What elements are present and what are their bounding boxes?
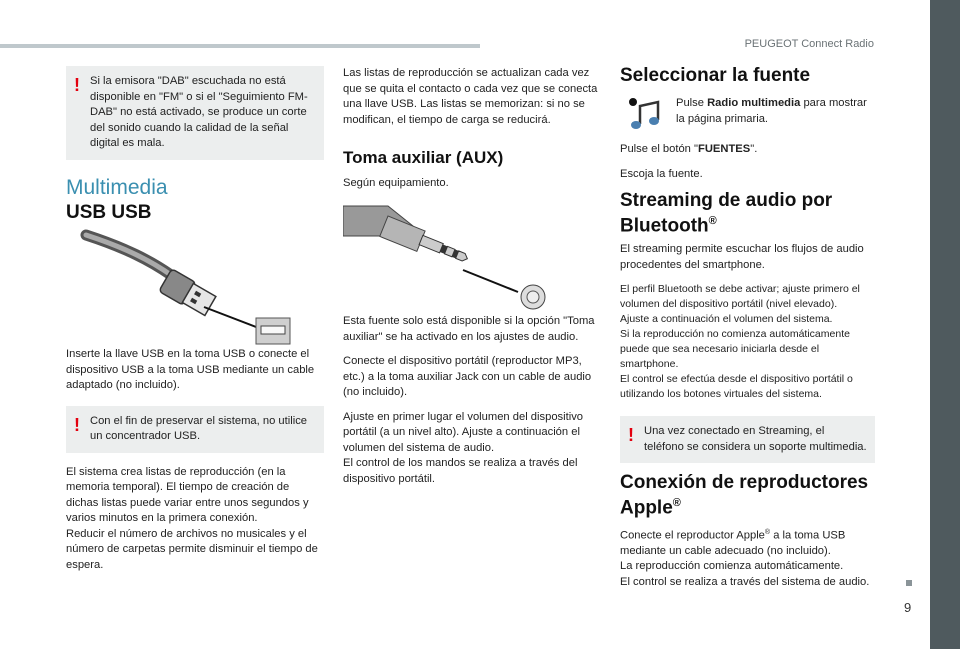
warning-note-hub [66,406,324,453]
radio-multimedia-row [620,96,875,142]
column-1 [66,66,324,582]
press-instruction: Pulse Radio multimedia para mostrar la página primaria. [676,97,867,125]
bluetooth-paragraph-2: El perfil Bluetooth se debe activar; ajuste primero el volumen del dispositivo portátil (nivel elevado). Ajuste a continuación el volumen del sistema. Si la reproducción no comienza automáticamente puede que sea necesario iniciarla desde el smartphone. El control se efectúa desde el dispositivo portátil o utilizando los botones virtuales del sistema. [620,283,860,401]
bluetooth-paragraph-1: El streaming permite escuchar los flujos de audio procedentes del smartphone. [620,243,864,271]
note-text: Una vez conectado en Streaming, el teléfono se considera un soporte multimedia. [644,425,867,453]
aux-paragraph-1: Esta fuente solo está disponible si la opción "Toma auxiliar" se ha activado en los ajustes de audio. [343,315,595,343]
aux-subtitle: Según equipamiento. [343,176,449,189]
choose-source: Escoja la fuente. [620,167,703,180]
column-2 [343,66,601,496]
usb-paragraph-1: Inserte la llave USB en la toma USB o conecte el dispositivo USB a la toma USB mediante un cable adaptado (no incluido). [66,348,315,391]
jack-plug-icon [343,200,601,314]
note-text: Si la emisora "DAB" escuchada no está disponible en "FM" o si el "Seguimiento FM-DAB" no está activado, se produce un corte del sonido cuando la calidad de la señal digital es mala. [90,75,308,149]
streaming-note [620,416,875,463]
aux-paragraph-2: Conecte el dispositivo portátil (reproductor MP3, etc.) a la toma auxiliar Jack con un cable de audio (no incluido). [343,355,592,398]
aux-paragraph-3: Ajuste en primer lugar el volumen del dispositivo portátil (a un nivel alto). Ajuste a continuación el volumen del sistema de audio. [343,410,584,454]
side-tab [930,0,960,649]
warning-note-dab [66,66,324,160]
usb-paragraph-3: Reducir el número de archivos no musicales y el número de carpetas permite disminuir el tiempo de espera. [66,527,318,571]
warning-icon: ! [74,75,80,95]
usb-paragraph-2: El sistema crea listas de reproducción (en la memoria temporal). El tiempo de creación de dichas listas puede variar entre unos segundos y varios minutos en la primera conexión. [66,465,309,524]
note-text: Con el fin de preservar el sistema, no utilice un concentrador USB. [90,414,308,442]
usb-cable-icon [66,223,324,347]
column-3 [620,66,875,590]
playlist-paragraph: Las listas de reproducción se actualizan cada vez que se quita el contacto o cada vez que se conecta una llave USB. Las listas se memorizan: si no se modifican, el tiempo de carga se reducirá. [343,67,598,126]
section-title: Multimedia [66,175,168,199]
sources-button-instruction: Pulse el botón "FUENTES". [620,143,758,155]
apple-paragraph: Conecte el reproductor Apple® a la toma USB mediante un cable adecuado (no incluido). La reproducción comienza automáticamente. El control se realiza a través del sistema de audio. [620,528,870,588]
top-rule [0,44,480,48]
aux-illustration [343,200,601,314]
sources-button-label: FUENTES [698,143,751,155]
music-note-icon [628,96,664,132]
apple-title: Conexión de reproductores Apple® [620,472,869,519]
aux-title: Toma auxiliar (AUX) [343,148,504,167]
page-header: PEUGEOT Connect Radio [744,38,874,50]
page-number: 9 [904,600,912,615]
source-title: Seleccionar la fuente [620,65,811,86]
aux-paragraph-4: El control de los mandos se realiza a través del dispositivo portátil. [343,457,578,485]
radio-multimedia-label: Radio multimedia [707,97,801,109]
bluetooth-title: Streaming de audio por Bluetooth® [620,190,833,237]
continue-marker [906,580,912,586]
usb-title: USB USB [66,202,152,223]
usb-illustration [66,223,324,347]
warning-icon: ! [74,414,80,435]
warning-icon: ! [628,425,634,446]
